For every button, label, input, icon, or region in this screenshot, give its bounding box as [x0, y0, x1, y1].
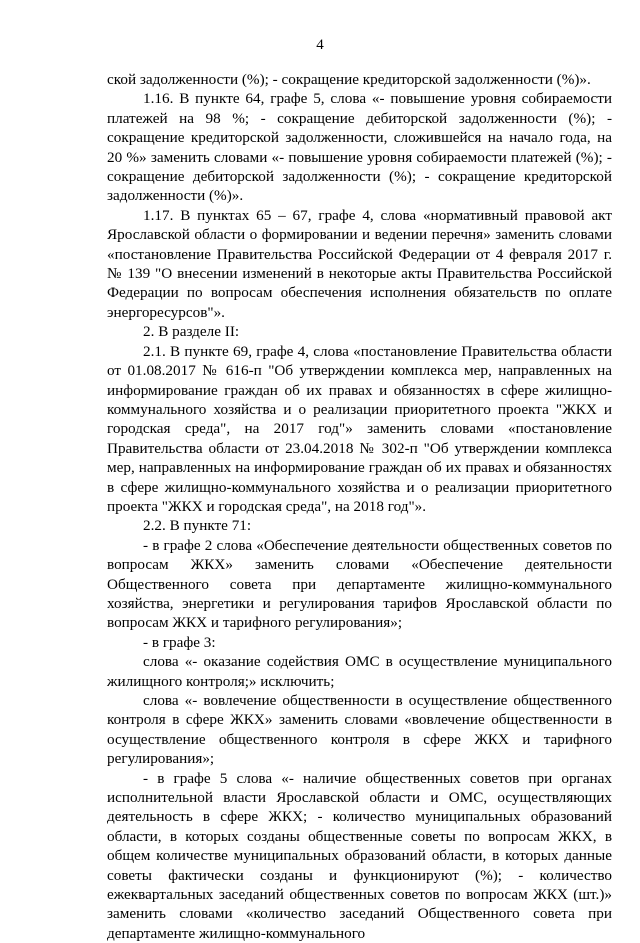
- paragraph: - в графе 3:: [143, 633, 216, 651]
- paragraph: - в графе 2 слова «Обеспечение деятельности общественных советов по вопросам ЖКХ» заменить словами «Обеспечение деятельности Общественного совета при департаменте жилищно-коммунального хозяйства, энергетики и регулирования тарифов Ярославской области по вопросам ЖКХ и тарифного регулирования»;: [107, 536, 612, 632]
- paragraph: слова «- оказание содействия ОМС в осуществление муниципального жилищного контроля;» исключить;: [107, 653, 612, 690]
- document-body: [107, 70, 612, 943]
- paragraph: - в графе 5 слова «- наличие общественных советов при органах исполнительной власти Ярославской области и ОМС, осуществляющих деятельность в сфере ЖКХ; - количество муниципальных образований области, в которых созданы общественные советы по вопросам ЖКХ, в общем количестве муниципальных образований области, в которых данные советы фактически созданы и функционируют (%); - количество ежеквартальных заседаний общественных советов по вопросам ЖКХ (шт.)» заменить словами «количество заседаний Общественного совета при департаменте жилищно-коммунального: [107, 769, 612, 942]
- paragraph: 2.1. В пункте 69, графе 4, слова «постановление Правительства области от 01.08.2017 № 616-п "Об утверждении комплекса мер, направленных на информирование граждан об их правах и обязанностях в сфере жилищно-коммунального хозяйства и о реализации приоритетного проекта "ЖКХ и городская среда", на 2017 год"» заменить словами «постановление Правительства области от 23.04.2018 № 302-п "Об утверждении комплекса мер, направленных на информирование граждан об их правах и обязанностях в сфере жилищно-коммунального хозяйства и о реализации приоритетного проекта "ЖКХ и городская среда", на 2018 год"».: [107, 342, 612, 515]
- paragraph: 1.16. В пункте 64, графе 5, слова «- повышение уровня собираемости платежей на 98 %; - сокращение дебиторской задолженности (%); - сокращение кредиторской задолженности, сложившейся на начало года, на 20 %» заменить словами «- повышение уровня собираемости платежей (%); - сокращение дебиторской задолженности (%); - сокращение кредиторской задолженности (%)».: [107, 90, 612, 205]
- paragraph: 1.17. В пунктах 65 – 67, графе 4, слова «нормативный правовой акт Ярославской области о формировании и ведении перечня» заменить словами «постановление Правительства Российской Федерации от 4 февраля 2017 г. № 139 "О внесении изменений в некоторые акты Правительства Российской Федерации по вопросам обеспечения исполнения обязательств по оплате энергоресурсов"».: [107, 206, 612, 321]
- paragraph: 2.2. В пункте 71:: [143, 517, 252, 535]
- paragraph: слова «- вовлечение общественности в осуществление общественного контроля в сфере ЖКХ» заменить словами «вовлечение общественности в осуществление общественного контроля в сфере ЖКХ и тарифного регулирования»;: [107, 692, 612, 768]
- page-number: 4: [316, 37, 324, 53]
- paragraph: ской задолженности (%); - сокращение кредиторской задолженности (%)».: [107, 71, 591, 88]
- paragraph: 2. В разделе II:: [143, 323, 240, 341]
